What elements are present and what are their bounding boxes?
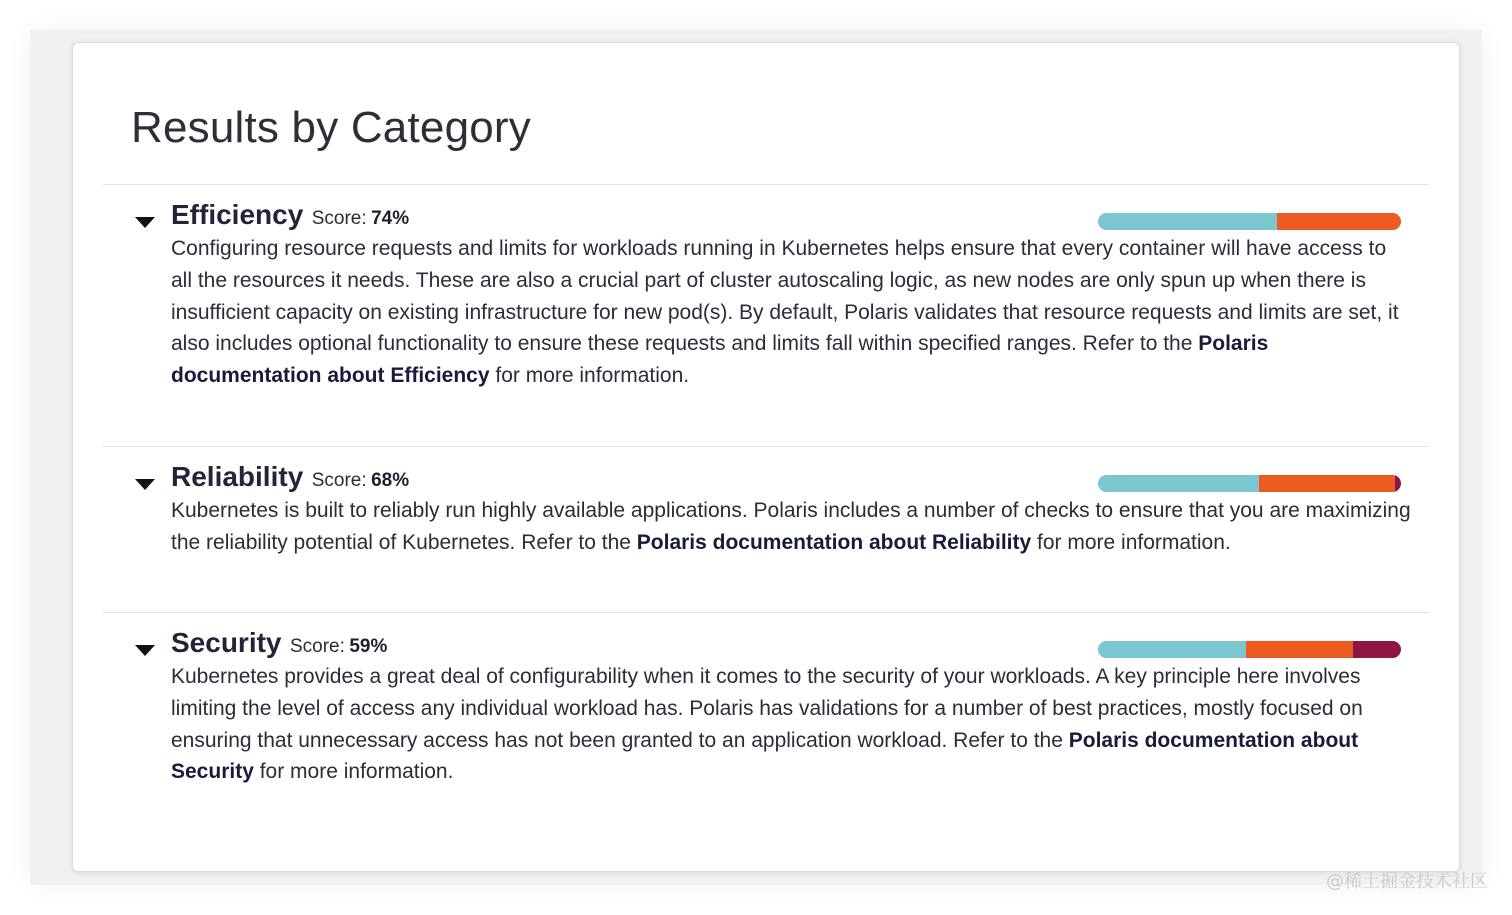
score-bar-warning-segment	[1259, 475, 1395, 492]
divider	[103, 184, 1429, 185]
divider	[103, 612, 1429, 613]
category-name: Security	[171, 627, 282, 658]
category-description	[171, 233, 1411, 392]
watermark: @稀土掘金技术社区	[1326, 871, 1488, 892]
divider	[103, 446, 1429, 447]
docs-link[interactable]: Polaris documentation about Security	[171, 728, 1359, 784]
score-label: Score:	[289, 636, 345, 657]
category-description	[171, 661, 1411, 788]
description-suffix: for more information.	[1031, 530, 1231, 554]
category-name: Efficiency	[171, 199, 304, 230]
docs-link[interactable]: Polaris documentation about Efficiency	[171, 332, 1269, 388]
score-value: 74%	[371, 208, 410, 229]
score-bar	[1098, 641, 1401, 658]
description-text: Kubernetes provides a great deal of configurability when it comes to the security of your workloads. A key principle here involves limiting the level of access any individual workload has. Polaris has validations for a number of best practices, mostly focused on ensuring that unnecessary access has not been granted to an application workload. Refer to the	[171, 665, 1363, 752]
caret-down-icon[interactable]	[135, 645, 155, 656]
description-suffix: for more information.	[253, 760, 454, 784]
results-card	[72, 42, 1460, 872]
score-bar-warning-segment	[1246, 641, 1352, 658]
score-value: 68%	[371, 470, 410, 491]
category-heading	[171, 627, 387, 659]
page-title: Results by Category	[131, 103, 531, 152]
score-value: 59%	[349, 636, 388, 657]
score-bar-warning-segment	[1277, 213, 1401, 230]
score-bar	[1098, 213, 1401, 230]
score-label: Score:	[311, 208, 367, 229]
category-heading	[171, 461, 409, 493]
score-bar-danger-segment	[1395, 475, 1401, 492]
category-heading	[171, 199, 409, 231]
score-bar-pass-segment	[1098, 475, 1259, 492]
score-label: Score:	[311, 470, 367, 491]
docs-link[interactable]: Polaris documentation about Reliability	[636, 530, 1032, 554]
description-text: Kubernetes is built to reliably run highly available applications. Polaris includes a number of checks to ensure that you are maximizing the reliability potential of Kubernetes. Refer to the	[171, 499, 1411, 554]
score-bar-pass-segment	[1098, 213, 1277, 230]
description-suffix: for more information.	[489, 364, 690, 388]
score-bar-pass-segment	[1098, 641, 1246, 658]
caret-down-icon[interactable]	[135, 479, 155, 490]
category-name: Reliability	[171, 461, 304, 492]
score-bar	[1098, 475, 1401, 492]
score-bar-danger-segment	[1353, 641, 1401, 658]
category-description	[171, 495, 1411, 559]
caret-down-icon[interactable]	[135, 217, 155, 228]
description-text: Configuring resource requests and limits for workloads running in Kubernetes helps ensure that every container will have access to all the resources it needs. These are also a crucial part of cluster autoscaling logic, as new nodes are only spun up when there is insufficient capacity on existing infrastructure for new pod(s). By default, Polaris validates that resource requests and limits are set, it also includes optional functionality to ensure these requests and limits fall within specified ranges. Refer to the	[171, 237, 1399, 356]
